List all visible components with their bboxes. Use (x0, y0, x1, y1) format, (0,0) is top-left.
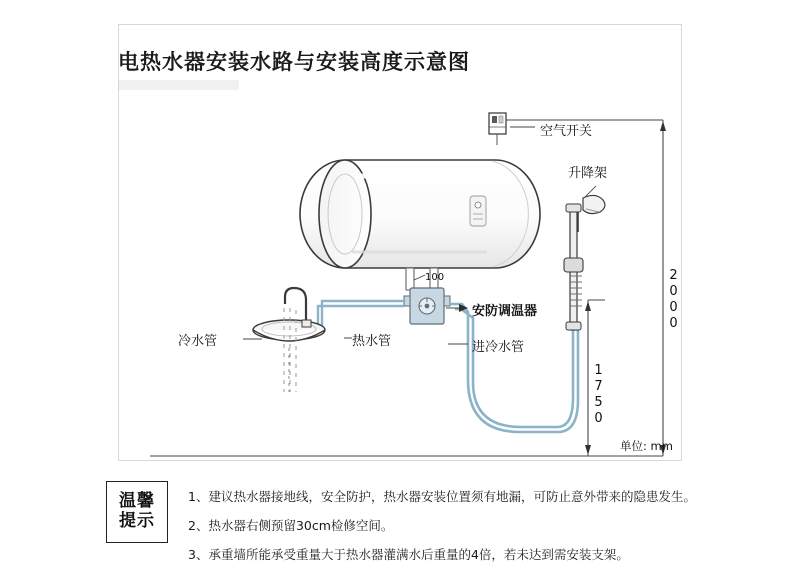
label-cold-water-pipe: 冷水管 (178, 334, 218, 349)
shower-lift-bracket (564, 186, 605, 330)
label-inlet-cold-water-pipe: 进冷水管 (472, 340, 525, 355)
hot-water-pipe-line (318, 301, 404, 330)
dimension-label-2000: 2000 (666, 268, 681, 332)
valve-mark-100: 100 (425, 272, 445, 283)
cold-water-supply-pipe (450, 304, 578, 432)
label-lift-bracket: 升降架 (568, 166, 608, 181)
water-heater-tank (300, 160, 540, 268)
tips-notes-list (188, 487, 708, 574)
label-safety-thermostat: 安防调温器 (472, 304, 538, 319)
wash-basin (253, 288, 325, 392)
page-title: 电热水器安装水路与安装高度示意图 (118, 50, 470, 74)
tips-note-item: 1、建议热水器接地线，安全防护，热水器安装位置须有地漏，可防止意外带来的隐患发生。 (188, 489, 696, 504)
tips-badge-line1: 温馨 (119, 491, 155, 512)
air-switch-icon (489, 113, 506, 145)
safety-thermostat-device (404, 288, 450, 324)
dimension-label-1750: 1750 (591, 363, 606, 427)
unit-note: 单位: mm (620, 439, 673, 453)
tips-note-item: 3、承重墙所能承受重量大于热水器灌满水后重量的4倍，若未达到需安装支架。 (188, 547, 629, 562)
tips-note-item: 2、热水器右侧预留30cm检修空间。 (188, 518, 394, 533)
tips-badge (106, 481, 168, 543)
tips-badge-line2: 提示 (119, 511, 155, 531)
label-air-switch: 空气开关 (540, 124, 593, 139)
label-hot-water-pipe: 热水管 (352, 334, 392, 349)
